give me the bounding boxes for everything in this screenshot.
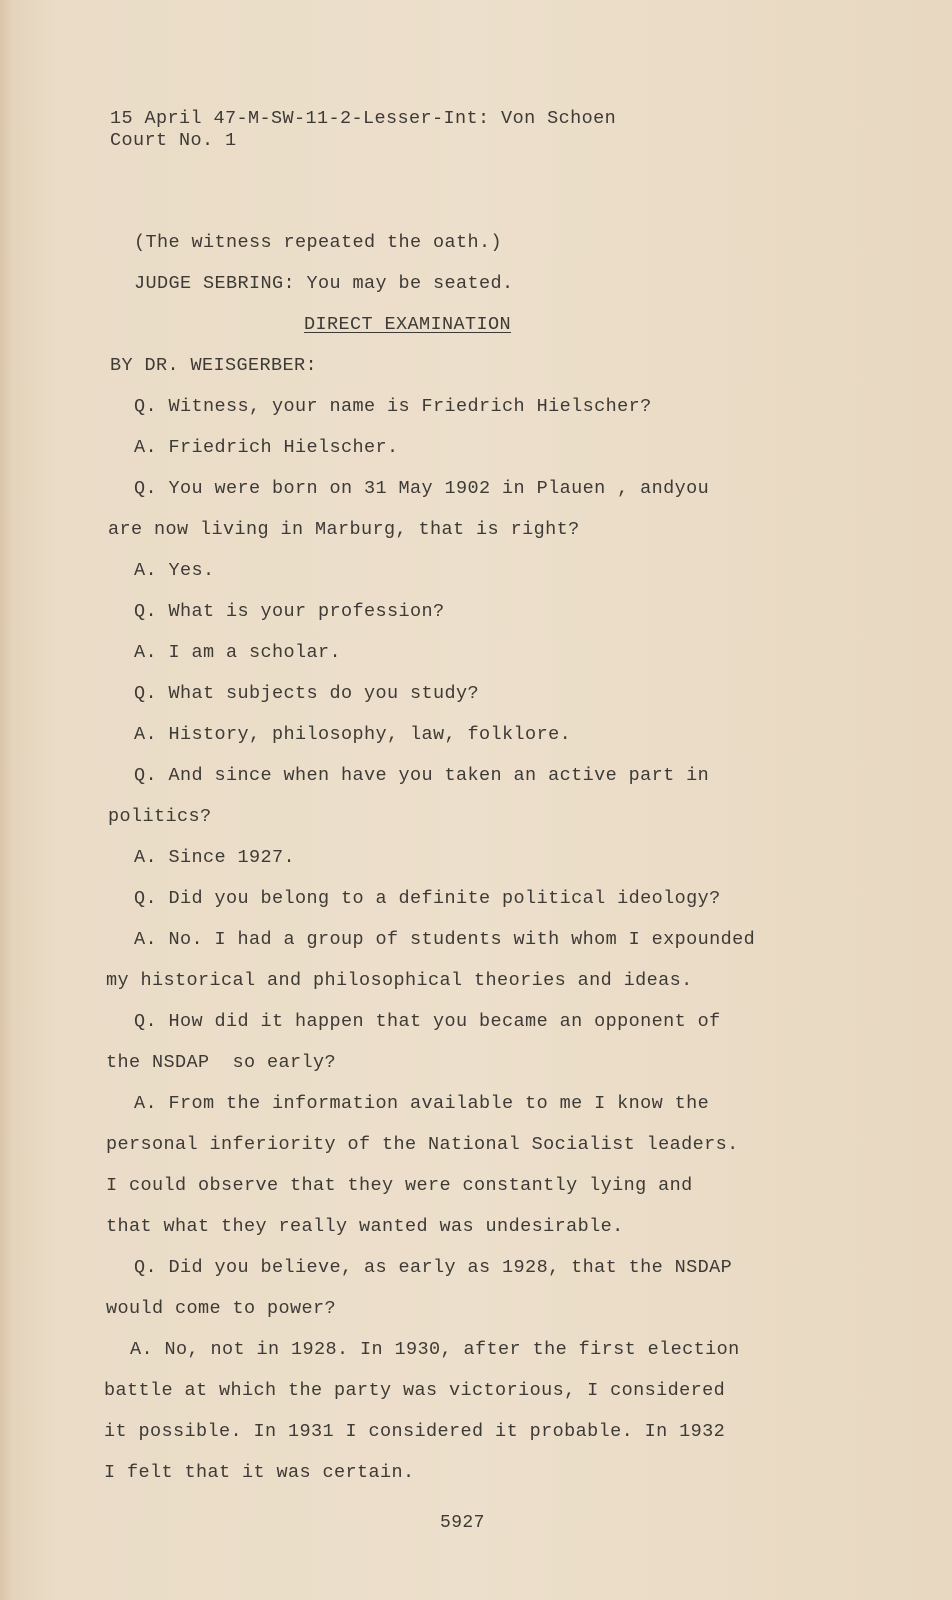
text-line-28: battle at which the party was victorious, I considered [104,1380,726,1401]
text-line-12: A. History, philosophy, law, folklore. [134,724,572,745]
text-line-27: A. No, not in 1928. In 1930, after the first election [130,1339,740,1360]
page-edge [0,0,14,1600]
text-line-20: the NSDAP so early? [106,1052,337,1073]
text-line-08: A. Yes. [134,560,215,581]
text-line-23: I could observe that they were constantly lying and [106,1175,693,1196]
text-line-13: Q. And since when have you taken an active part in [134,765,710,786]
text-line-17: A. No. I had a group of students with whom I expounded [134,929,756,950]
text-line-02: JUDGE SEBRING: You may be seated. [134,273,514,294]
text-line-09: Q. What is your profession? [134,601,445,622]
section-heading: DIRECT EXAMINATION [304,314,512,335]
text-line-24: that what they really wanted was undesirable. [106,1216,624,1237]
header-line-2: Court No. 1 [110,130,237,151]
header-line-1: 15 April 47-M-SW-11-2-Lesser-Int: Von Schoen [110,108,617,129]
text-line-30: I felt that it was certain. [104,1462,415,1483]
page-number: 5927 [440,1513,485,1533]
text-line-19: Q. How did it happen that you became an opponent of [134,1011,721,1032]
text-line-01: (The witness repeated the oath.) [134,232,503,253]
text-line-29: it possible. In 1931 I considered it probable. In 1932 [104,1421,726,1442]
text-line-14: politics? [108,806,212,827]
text-line-05: A. Friedrich Hielscher. [134,437,399,458]
text-line-16: Q. Did you belong to a definite political ideology? [134,888,721,909]
text-line-10: A. I am a scholar. [134,642,342,663]
text-line-04: Q. Witness, your name is Friedrich Hielscher? [134,396,652,417]
text-line-25: Q. Did you believe, as early as 1928, that the NSDAP [134,1257,733,1278]
text-line-22: personal inferiority of the National Socialist leaders. [106,1134,739,1155]
text-line-11: Q. What subjects do you study? [134,683,480,704]
text-line-21: A. From the information available to me I know the [134,1093,710,1114]
text-line-26: would come to power? [106,1298,337,1319]
text-line-07: are now living in Marburg, that is right? [108,519,580,540]
text-line-18: my historical and philosophical theories and ideas. [106,970,693,991]
text-line-06: Q. You were born on 31 May 1902 in Plauen , andyou [134,478,710,499]
text-line-15: A. Since 1927. [134,847,296,868]
text-line-03: BY DR. WEISGERBER: [110,355,318,376]
